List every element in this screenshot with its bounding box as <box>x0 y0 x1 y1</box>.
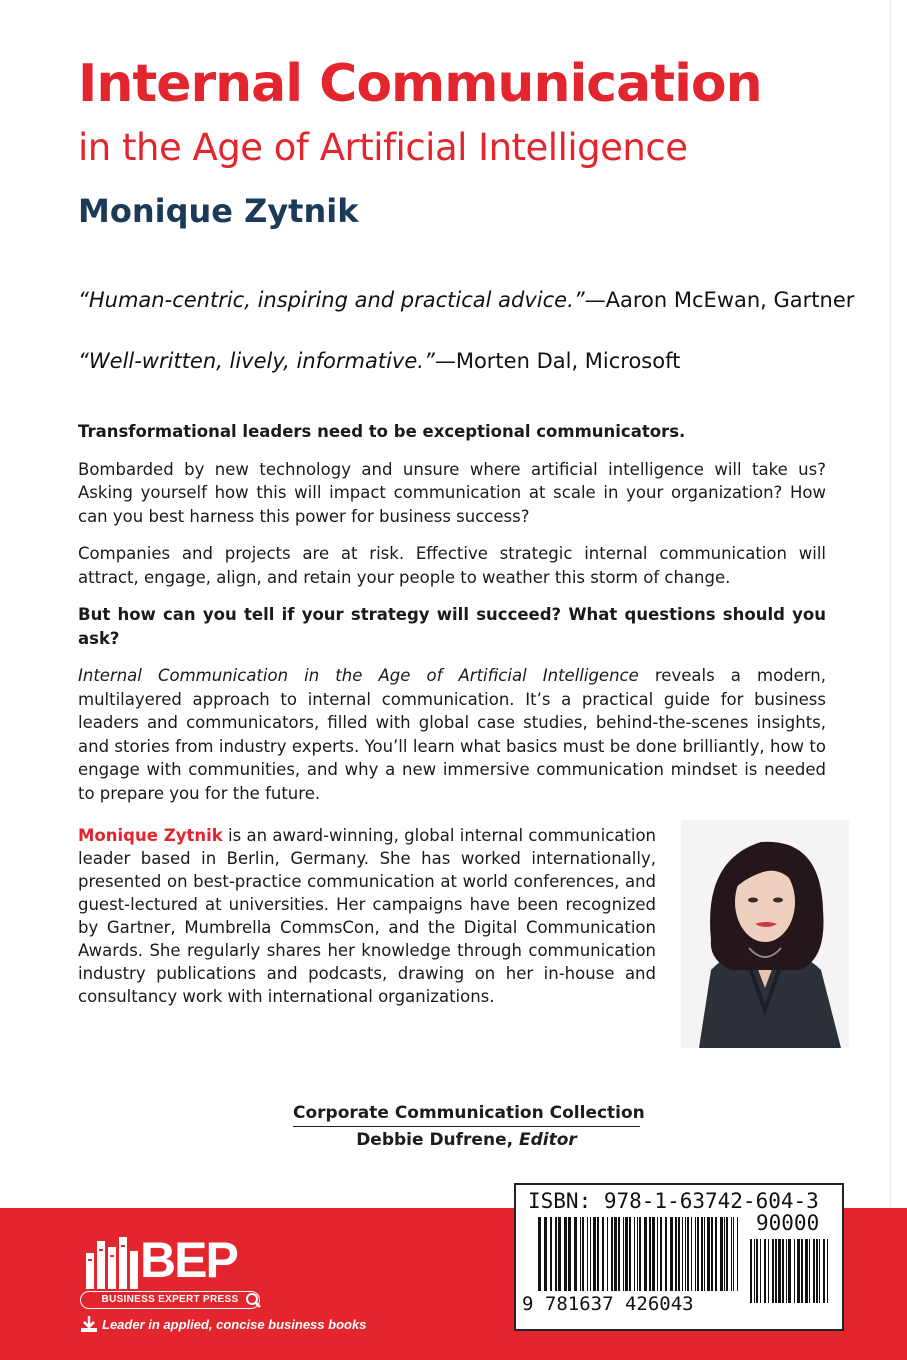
publisher-logo <box>80 1232 380 1345</box>
book-description <box>78 420 826 819</box>
barcode-bar <box>813 1239 815 1303</box>
barcode-bar <box>625 1217 628 1291</box>
barcode-bar <box>786 1239 787 1303</box>
barcode-bar <box>550 1217 552 1291</box>
barcode-bar <box>587 1217 588 1291</box>
barcode-bar <box>797 1239 800 1303</box>
bio-text: is an award-winning, global internal communication leader based in Berlin, Germany. She has worked internationally, presented on best-practice communication at world conferences, and guest-lectured at universities. Her campaigns have been recognized by Gartner, Mumbrella CommsCon, and the Digital Communication Awards. She regularly shares her knowledge through communication industry publications and podcasts, drawing on her in-house and consultancy work with international organizations. <box>78 826 657 1006</box>
barcode-bar <box>768 1239 769 1303</box>
barcode-bar <box>544 1217 547 1291</box>
barcode-bar <box>707 1217 710 1291</box>
barcode-bar <box>750 1239 752 1303</box>
author-name: Monique Zytnik <box>78 192 359 230</box>
editor-name: Debbie Dufrene, <box>356 1130 519 1150</box>
description-paragraph: Bombarded by new technology and unsure where artificial intelligence will take us? Asking yourself how this will impact communication at scale in your organization? How can you best harness this power for business success? <box>78 459 826 526</box>
publisher-logo-letters: BEP <box>140 1232 237 1288</box>
barcode-bar <box>590 1217 591 1291</box>
barcode-bar <box>685 1217 686 1291</box>
barcode-bar <box>788 1239 791 1303</box>
isbn-barcode <box>514 1183 844 1331</box>
barcode-bar <box>660 1217 662 1291</box>
collection-title: Corporate Communication Collection <box>293 1103 640 1127</box>
barcode-bar <box>682 1217 683 1291</box>
barcode-bar <box>737 1217 738 1291</box>
bio-author-name: Monique Zytnik <box>78 826 223 845</box>
barcode-bar <box>801 1239 803 1303</box>
barcode-bar <box>733 1217 734 1291</box>
barcode-bar <box>538 1217 541 1291</box>
barcode-bar <box>614 1217 617 1291</box>
barcode-bar <box>720 1217 723 1291</box>
barcode-bar <box>726 1217 728 1291</box>
quote-text: “Human-centric, inspiring and practical advice.” <box>78 288 585 312</box>
ean-barcode-bars <box>538 1217 738 1295</box>
editor-role: Editor <box>518 1130 577 1150</box>
barcode-bar <box>827 1239 828 1303</box>
author-photo <box>681 820 849 1048</box>
book-title-reference: Internal Communication in the Age of Artificial Intelligence <box>78 666 639 685</box>
barcode-bar <box>607 1217 608 1291</box>
barcode-bar <box>756 1239 758 1303</box>
barcode-bar <box>611 1217 613 1291</box>
barcode-bar <box>593 1217 596 1291</box>
barcode-bar <box>754 1239 755 1303</box>
barcode-bar <box>675 1217 677 1291</box>
barcode-bar <box>794 1239 795 1303</box>
barcode-bar <box>555 1217 557 1291</box>
barcode-bar <box>637 1217 638 1291</box>
barcode-bar <box>639 1217 641 1291</box>
barcode-bar <box>652 1217 655 1291</box>
barcode-bar <box>602 1217 604 1291</box>
price-addon-bars <box>750 1239 830 1303</box>
barcode-bar <box>665 1217 667 1291</box>
barcode-bar <box>597 1217 599 1291</box>
barcode-bar <box>715 1217 717 1291</box>
barcode-bar <box>697 1217 699 1291</box>
endorsement-quote-2 <box>78 349 878 373</box>
magnifier-icon <box>244 1291 262 1309</box>
barcode-bar <box>574 1217 577 1291</box>
barcode-bar <box>782 1239 784 1303</box>
barcode-bar <box>580 1217 581 1291</box>
barcode-bar <box>823 1239 825 1303</box>
description-paragraph: Internal Communication in the Age of Artificial Intelligence reveals a modern, multilayered approach to internal communication. It’s a practical guide for business leaders and communicators, filled with global case studies, behind-the-scenes insights, and stories from industry experts. You’ll learn what basics must be done brilliantly, how to engage with communities, and why a new immersive communication mindset is needed to prepare you for the future. <box>78 666 826 803</box>
barcode-bar <box>809 1239 810 1303</box>
barcode-bar <box>711 1217 713 1291</box>
barcode-bar <box>634 1217 635 1291</box>
barcode-bar <box>558 1217 561 1291</box>
barcode-bar <box>629 1217 631 1291</box>
barcode-bar <box>775 1239 777 1303</box>
quote-text: “Well-written, lively, informative.” <box>78 349 435 373</box>
barcode-bar <box>805 1239 808 1303</box>
isbn-label: ISBN: 978-1-63742-604-3 <box>528 1189 819 1213</box>
barcode-bar <box>670 1217 673 1291</box>
barcode-bar <box>618 1217 620 1291</box>
barcode-bar <box>778 1239 781 1303</box>
download-icon <box>80 1315 98 1333</box>
collection-editor <box>293 1130 640 1150</box>
publisher-name: BUSINESS EXPERT PRESS <box>80 1291 260 1309</box>
description-paragraph: Companies and projects are at risk. Effective strategic internal communication will attract, engage, align, and retain your people to weather this storm of change. <box>78 544 826 587</box>
barcode-bar <box>816 1239 818 1303</box>
barcode-bar <box>678 1217 680 1291</box>
barcode-bar <box>691 1217 692 1291</box>
book-title: Internal Communication <box>78 54 762 114</box>
barcode-bar <box>623 1217 624 1291</box>
barcode-bar <box>657 1217 658 1291</box>
barcode-bar <box>687 1217 689 1291</box>
description-lead: Transformational leaders need to be exceptional communicators. <box>78 422 686 441</box>
author-bio <box>78 824 656 1008</box>
barcode-bar <box>760 1239 761 1303</box>
barcode-bar <box>724 1217 725 1291</box>
barcode-bar <box>704 1217 705 1291</box>
endorsement-quote-1 <box>78 288 878 312</box>
barcode-bar <box>772 1239 774 1303</box>
page-edge-rule <box>890 0 891 1208</box>
barcode-bar <box>649 1217 651 1291</box>
barcode-bar <box>701 1217 703 1291</box>
barcode-bar <box>644 1217 647 1291</box>
barcode-bar <box>564 1217 567 1291</box>
barcode-bar <box>731 1217 732 1291</box>
description-question: But how can you tell if your strategy will succeed? What questions should you ask? <box>78 605 826 648</box>
book-subtitle: in the Age of Artificial Intelligence <box>78 126 688 169</box>
publisher-tagline: Leader in applied, concise business books <box>102 1317 367 1332</box>
barcode-bar <box>764 1239 766 1303</box>
barcode-bar <box>568 1217 571 1291</box>
books-icon <box>84 1235 140 1289</box>
ean-digits: 9 781637 426043 <box>522 1293 694 1315</box>
barcode-bar <box>695 1217 696 1291</box>
price-code: 90000 <box>756 1211 820 1235</box>
quote-attribution: —Aaron McEwan, Gartner <box>584 288 855 312</box>
quote-attribution: —Morten Dal, Microsoft <box>434 349 681 373</box>
series-collection <box>293 1103 645 1150</box>
barcode-bar <box>819 1239 820 1303</box>
barcode-bar <box>582 1217 584 1291</box>
